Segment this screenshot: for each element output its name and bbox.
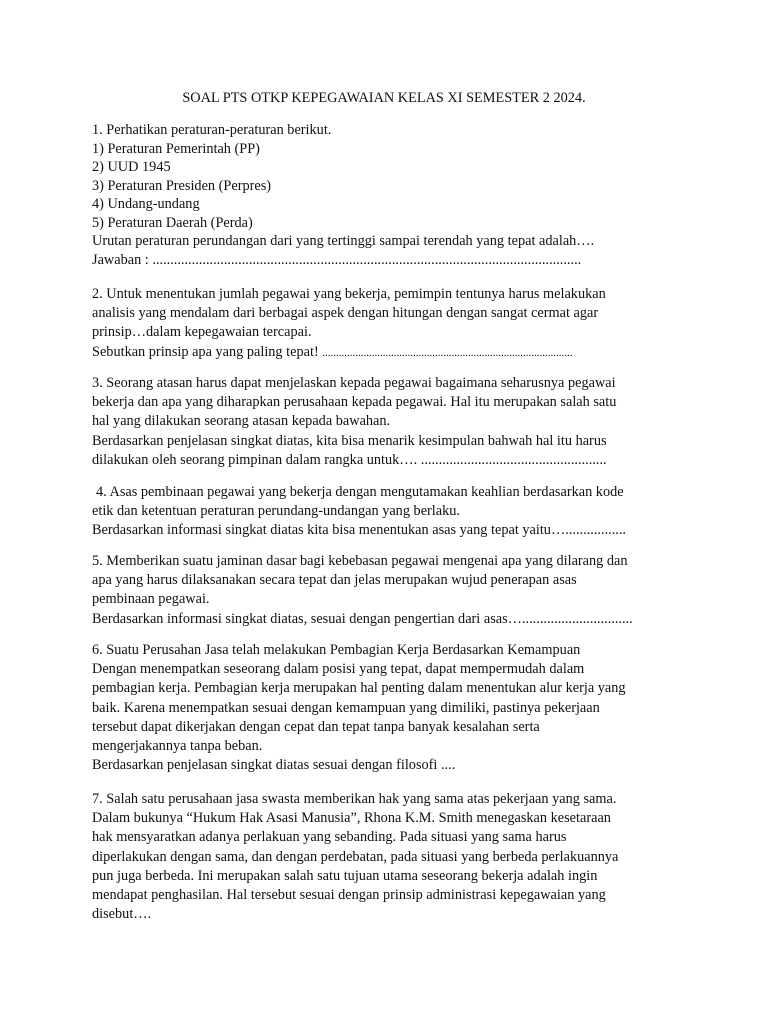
question-6-line: baik. Karena menempatkan sesuai dengan kemampuan yang dimiliki, pastinya pekerjaan <box>92 699 600 716</box>
question-6 <box>92 641 692 775</box>
question-2 <box>92 285 692 363</box>
question-7-line: disebut…. <box>92 906 152 923</box>
question-1-intro: 1. Perhatikan peraturan-peraturan berikut. <box>92 122 332 138</box>
question-2-line: prinsip…dalam kepegawaian tercapai. <box>92 324 312 341</box>
question-3-line: 3. Seorang atasan harus dapat menjelaskan kepada pegawai bagaimana seharusnya pegawai <box>92 375 616 391</box>
question-7-line: diperlakukan dengan sama, dan dengan perdebatan, pada situasi yang berbeda perlakuannya <box>92 848 619 865</box>
question-3-line: dilakukan oleh seorang pimpinan dalam rangka untuk…. .................................................... <box>92 451 607 468</box>
question-3-line: Berdasarkan penjelasan singkat diatas, kita bisa menarik kesimpulan bahwah hal itu harus <box>92 432 607 449</box>
question-7 <box>92 790 692 924</box>
question-5-line: pembinaan pegawai. <box>92 591 210 608</box>
question-7-line: mendapat penghasilan. Hal tersebut sesuai dengan prinsip administrasi kepegawaian yang <box>92 887 606 904</box>
list-item: 3) Peraturan Presiden (Perpres) <box>92 177 272 194</box>
document-title: SOAL PTS OTKP KEPEGAWAIAN KELAS XI SEMESTER 2 2024. <box>182 90 586 106</box>
question-7-line: 7. Salah satu perusahaan jasa swasta memberikan hak yang sama atas pekerjaan yang sama. <box>92 791 617 807</box>
question-1 <box>92 121 692 269</box>
question-5-line: 5. Memberikan suatu jaminan dasar bagi kebebasan pegawai mengenai apa yang dilarang dan <box>92 553 628 569</box>
question-2-line: analisis yang mendalam dari berbagai aspek dengan hitungan dengan sangat cermat agar <box>92 305 599 322</box>
question-2-prompt-line <box>92 343 692 363</box>
list-item: 4) Undang-undang <box>92 196 200 212</box>
question-4-line: etik dan ketentuan peraturan perundang-undangan yang berlaku. <box>92 503 460 520</box>
list-item: 5) Peraturan Daerah (Perda) <box>92 214 253 231</box>
question-2-answer-dots: ........................................................................................... <box>322 346 573 359</box>
question-5-line: apa yang harus dilaksanakan secara tepat dan jelas merupakan wujud penerapan asas <box>92 572 577 589</box>
question-3 <box>92 374 692 470</box>
question-6-line: tersebut dapat dikerjakan dengan cepat dan tepat tanpa banyak kesalahan serta <box>92 718 540 735</box>
question-6-line: mengerjakannya tanpa beban. <box>92 738 263 755</box>
question-2-line: 2. Untuk menentukan jumlah pegawai yang bekerja, pemimpin tentunya harus melakukan <box>92 286 606 302</box>
question-5 <box>92 552 692 629</box>
list-item: 1) Peraturan Pemerintah (PP) <box>92 140 260 157</box>
question-1-answer-line: Jawaban : ........................................................................................................................ <box>92 251 582 268</box>
question-4 <box>92 483 692 541</box>
question-3-line: bekerja dan apa yang diharapkan perusahaan kepada pegawai. Hal itu merupakan salah satu <box>92 394 617 411</box>
list-item: 2) UUD 1945 <box>92 159 171 175</box>
question-7-line: Dalam bukunya “Hukum Hak Asasi Manusia”, Rhona K.M. Smith menegaskan kesetaraan <box>92 810 611 827</box>
question-5-line: Berdasarkan informasi singkat diatas, sesuai dengan pengertian dari asas…............................... <box>92 610 633 627</box>
question-3-line: hal yang dilakukan seorang atasan kepada bawahan. <box>92 413 391 430</box>
question-6-line: 6. Suatu Perusahan Jasa telah melakukan Pembagian Kerja Berdasarkan Kemampuan <box>92 642 581 658</box>
question-6-line: Dengan menempatkan seseorang dalam posisi yang tepat, dapat mempermudah dalam <box>92 661 585 678</box>
question-4-line: Berdasarkan informasi singkat diatas kita bisa menentukan asas yang tepat yaitu…................. <box>92 522 627 539</box>
question-7-line: pun juga berbeda. Ini merupakan salah satu tujuan utama seseorang bekerja adalah ingin <box>92 867 598 884</box>
question-6-line: Berdasarkan penjelasan singkat diatas sesuai dengan filosofi .... <box>92 757 456 774</box>
question-2-prompt: Sebutkan prinsip apa yang paling tepat! <box>92 343 323 360</box>
question-6-line: pembagian kerja. Pembagian kerja merupakan hal penting dalam menentukan alur kerja yang <box>92 680 626 697</box>
question-1-prompt: Urutan peraturan perundangan dari yang tertinggi sampai terendah yang tepat adalah…. <box>92 233 595 249</box>
question-7-line: hak mensyaratkan adanya perlakuan yang sebanding. Pada situasi yang sama harus <box>92 829 567 846</box>
question-4-line: 4. Asas pembinaan pegawai yang bekerja dengan mengutamakan keahlian berdasarkan kode <box>96 484 624 500</box>
